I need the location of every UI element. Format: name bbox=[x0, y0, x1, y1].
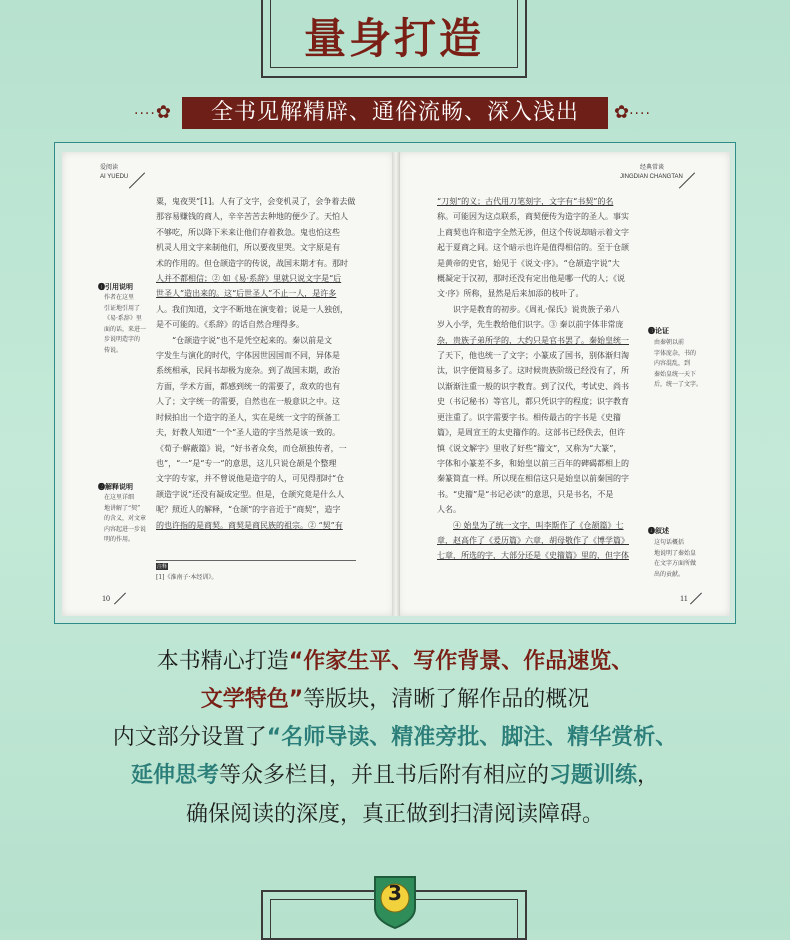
left-running-head-en: AI YUEDU bbox=[100, 174, 129, 180]
text-line: 人并不都相信；② 如《易·系辞》里就只说文字是“后 bbox=[156, 274, 342, 284]
dots-icon: ···· bbox=[629, 106, 651, 122]
note-line: 这句话概括 bbox=[654, 539, 685, 546]
description-highlight: 习题训练 bbox=[549, 763, 638, 788]
description-highlight: “作家生平、写作背景、作品速览、 bbox=[288, 649, 634, 674]
text-line: 史（书记秘书）等官儿，都只凭识字的程度；识字教育 bbox=[437, 397, 629, 407]
description-text: 确保阅读的深度，真正做到扫清阅读障碍。 bbox=[185, 802, 604, 827]
text-line: 书。“史籀”是“书记必读”的意思，只是书名，不是 bbox=[437, 489, 614, 499]
description-text: 等众多栏目，并且书后附有相应的 bbox=[218, 763, 549, 788]
text-line: 人名。 bbox=[437, 505, 461, 515]
description-text: ， bbox=[637, 763, 660, 788]
note-line: 字体庞杂，书的 bbox=[654, 349, 697, 357]
text-line: 汰，识字便简易多了。这时候贵族阶级已经没有了，所 bbox=[437, 366, 629, 376]
text-line: 章，赵高作了《爰历篇》六章，胡母敬作了《博学篇》 bbox=[437, 535, 629, 545]
note-line: 秦始皇统一天下 bbox=[654, 370, 697, 378]
footnote-badge: 注释 bbox=[157, 564, 168, 570]
text-line: 人。我们知道，文字不断地在演变着；说是一人独创， bbox=[156, 304, 348, 314]
side-note-body bbox=[104, 493, 146, 546]
description-text: 本书精心打造 bbox=[156, 649, 289, 674]
note-line: 传说。 bbox=[104, 346, 123, 354]
text-line: 机灵人用文字来制他们，所以要夜里哭。文字原是有 bbox=[156, 243, 340, 253]
note-line: 面的话，来进一 bbox=[104, 325, 147, 333]
text-line: 也”，“一”是“专一”的意思，这儿只说仓颉是个整理 bbox=[156, 458, 337, 468]
note-line: 地讲解了“契” bbox=[104, 504, 141, 512]
footnote-text: [1]《淮南子·本经训》。 bbox=[156, 574, 218, 581]
section-number: 3 bbox=[388, 881, 402, 905]
description-highlight: “名师导读、精准旁批、脚注、精华赏析、 bbox=[266, 725, 678, 750]
text-line: “仓颉造字说”也不是凭空起来的。秦以前是文 bbox=[172, 335, 333, 345]
page-title: 量身打造 bbox=[303, 14, 484, 63]
side-note-title: ❹叙述 bbox=[648, 526, 669, 535]
text-line: 颉造字说”还没有凝成定型。但是，仓颉究竟是什么人 bbox=[156, 489, 345, 499]
text-line: 是黄帝的史官，始见于《说文·序》。“仓颉造字说”大 bbox=[437, 258, 620, 268]
note-line: 在文字方面所做 bbox=[654, 560, 697, 567]
text-line: 起于夏商之间。这个暗示也许是值得相信的。至于仓颉 bbox=[437, 243, 629, 253]
page-number-left: 10 bbox=[102, 594, 110, 603]
note-line: 引证地引用了 bbox=[104, 304, 141, 312]
text-line: ④ 始皇为了统一文字，叫李斯作了《仓颉篇》七 bbox=[453, 520, 624, 530]
banner-ornament-left bbox=[134, 99, 171, 128]
text-line: 那容易赚钱的商人，辛辛苦苦去种地的便少了。天怕人 bbox=[156, 212, 348, 222]
text-line: 人了；文字统一的需要，自然也在一般意识之中。这 bbox=[156, 397, 340, 407]
description-line-3 bbox=[0, 720, 790, 751]
left-running-head-cn: 爱阅读 bbox=[100, 165, 119, 171]
text-line: 方面，学术方面，都感到统一的需要了，敌欢的也有 bbox=[156, 381, 340, 391]
note-line: 出的贡献。 bbox=[654, 570, 685, 578]
quatrefoil-ornament-icon: ✿ bbox=[614, 102, 630, 123]
note-line: 步说明造字的 bbox=[104, 336, 141, 343]
subtitle-banner: 全书见解精辟、通俗流畅、深入浅出 bbox=[182, 97, 608, 129]
description-text: 等版块，清晰了解作品的概况 bbox=[303, 687, 590, 712]
text-line: 的也许指的是商契。商契是商民族的祖宗。② “契”有 bbox=[156, 520, 343, 530]
description-line-4 bbox=[0, 758, 790, 789]
side-note-body bbox=[654, 538, 696, 580]
text-line: 术的作用的。但仓颉造字的传说，战国末期才有。那时 bbox=[156, 258, 348, 268]
note-line: 内容起进一步说 bbox=[104, 525, 147, 533]
text-line: 世圣人”造出来的。这“后世圣人”不止一人，是许多 bbox=[156, 289, 337, 299]
text-line: 秦篆简直一样。所以现在相信这只是始皇以前秦国的字 bbox=[437, 474, 629, 484]
side-note-title: ❶引用说明 bbox=[98, 282, 133, 291]
description-highlight: 文学特色” bbox=[200, 687, 304, 712]
right-page-body bbox=[437, 194, 629, 564]
description-line-1 bbox=[0, 644, 790, 675]
text-line: 岁入小学，先生教给他们识字。③ 秦以前字体非常庞 bbox=[437, 320, 624, 330]
side-note-title: ❷解释说明 bbox=[98, 482, 133, 491]
page-number-right: 11 bbox=[680, 594, 688, 603]
text-line: 文字的专家，并不曾说他是造字的人，可见得那时“仓 bbox=[156, 474, 345, 484]
text-line: 《荀子·解蔽篇》说，“好书者众矣，而仓颉独传者，一 bbox=[156, 443, 347, 453]
description-line-5 bbox=[0, 797, 790, 828]
text-line: 字发生与演化的时代，字体因世因国而不同，异体是 bbox=[156, 351, 340, 361]
text-line: 夫，好教人知道“一个”圣人造的字当然是该一致的。 bbox=[156, 428, 341, 438]
description-text: 内文部分设置了 bbox=[112, 725, 267, 750]
text-line: 篇》，是周宣王的太史籀作的。这部书已经佚去，但许 bbox=[437, 428, 625, 438]
text-line: 了天下，他也统一了文字；小篆成了国书，别体渐归淘 bbox=[437, 351, 629, 361]
side-note-body bbox=[104, 293, 146, 356]
text-line: 是不可能的。《系辞》的话自然合理得多。 bbox=[156, 320, 304, 330]
footnote-rule bbox=[156, 560, 356, 561]
right-running-head-en: JINGDIAN CHANGTAN bbox=[620, 174, 683, 180]
text-line: 呢？照近人的解释，“仓颉”的字音近于“商契”，造字 bbox=[156, 505, 341, 515]
text-line: 慎《说文解字》里收了好些“籀文”，又称为“大篆”， bbox=[437, 443, 622, 453]
note-line: 的含义，对文章 bbox=[104, 515, 147, 522]
description-highlight: 延伸思考 bbox=[130, 763, 219, 788]
left-page-body bbox=[156, 194, 355, 533]
text-line: 称。可能因为这点联系，商契便传为造字的圣人。事实 bbox=[437, 212, 629, 222]
text-line: 七章，所选的字，大部分还是《史籀篇》里的，但字体 bbox=[437, 551, 629, 561]
note-line: 明的作用。 bbox=[104, 536, 135, 543]
side-note-title: ❸论证 bbox=[648, 326, 669, 335]
note-line: 由秦朝以前 bbox=[654, 339, 685, 346]
text-line: 粟，鬼夜哭”[1]。人有了文字，会变机灵了，会争着去做 bbox=[156, 197, 356, 206]
text-line: 字体和小篆差不多，和始皇以前三百年的碑碣都相上的 bbox=[437, 458, 629, 468]
note-line: 作者在这里 bbox=[104, 294, 135, 301]
description-line-2 bbox=[0, 682, 790, 713]
note-line: 《易·系辞》里 bbox=[104, 315, 142, 322]
text-line: 上商契也许和造字全然无涉，但这个传说却暗示着文字 bbox=[437, 227, 629, 237]
right-running-head-cn: 经典常谈 bbox=[640, 165, 665, 171]
text-line: 不够吃，所以降下米来让他们存着救急。鬼也怕这些 bbox=[156, 227, 340, 237]
note-line: 内容混乱，到 bbox=[654, 360, 691, 367]
book-spine bbox=[392, 152, 400, 616]
text-line: 杂，贵族子弟所学的，大约只是官书罢了。秦始皇统一 bbox=[437, 335, 629, 345]
note-line: 地说明了秦始皇 bbox=[654, 549, 697, 557]
banner-ornament-right bbox=[614, 99, 651, 128]
text-line: “刀刻”的义；古代用刀笔刻字，文字有“书契”的名 bbox=[437, 197, 614, 206]
note-line: 后，统一了文字。 bbox=[654, 381, 703, 388]
text-line: 识字是教育的初步。《周礼·保氏》说贵族子弟八 bbox=[453, 304, 620, 314]
dots-icon: ···· bbox=[134, 106, 156, 122]
text-line: 以渐渐注重一般的识字教育。到了汉代，考试史、尚书 bbox=[437, 381, 629, 391]
note-line: 在这里详细 bbox=[104, 494, 135, 501]
text-line: 文·序》所称，显然是后来加添的枝叶了。 bbox=[437, 289, 584, 299]
text-line: 系统相承，民间书却极为庞杂。到了战国末期，政治 bbox=[156, 366, 340, 376]
text-line: 更注重了。识字需要字书。相传最古的字书是《史籀 bbox=[437, 412, 621, 422]
text-line: 时候拍出一个造字的圣人，实在是统一文字的预备工 bbox=[156, 412, 340, 422]
quatrefoil-ornament-icon: ✿ bbox=[155, 102, 171, 123]
text-line: 概凝定于汉初，那时还没有定出他是哪一代的人；《说 bbox=[437, 274, 625, 284]
side-note-body bbox=[654, 338, 702, 391]
